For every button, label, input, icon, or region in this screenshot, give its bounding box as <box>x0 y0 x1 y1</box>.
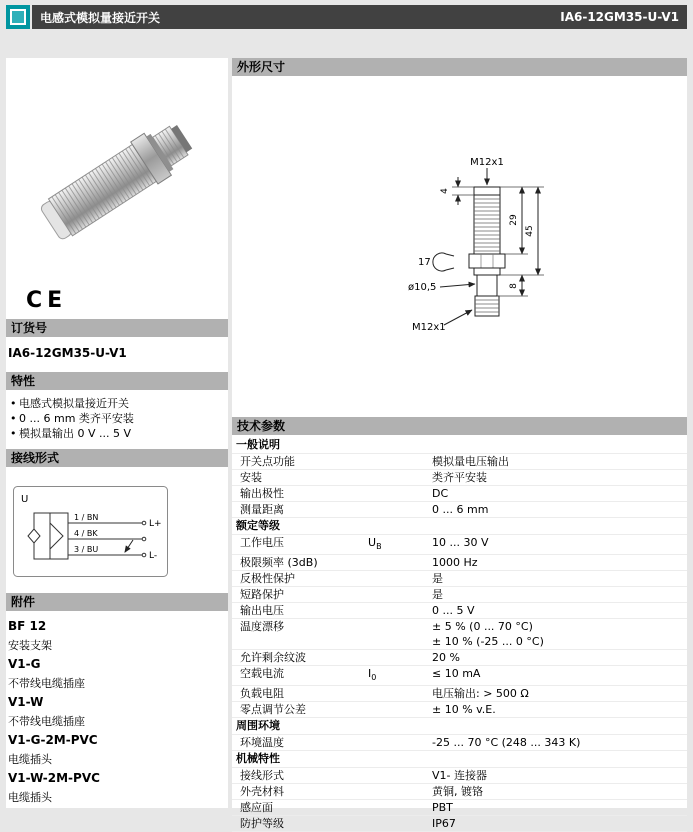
terminal-lplus-label: L+ <box>149 519 162 529</box>
tech-value <box>432 666 687 685</box>
tech-label: 输出极性 <box>240 487 284 500</box>
tech-label: 输出电压 <box>240 604 284 618</box>
tech-label: 防护等级 <box>240 817 284 831</box>
part-number: IA6-12GM35-U-V1 <box>560 10 679 24</box>
tech-value-line: 10 ... 30 V <box>432 536 489 549</box>
tech-row <box>232 486 687 502</box>
dim-4-label: 4 <box>440 188 450 194</box>
accessories-heading: 附件 <box>6 593 228 611</box>
tech-label: 温度漂移 <box>240 620 284 634</box>
accessory-desc: 不带线电缆插座 <box>8 715 85 728</box>
tech-symbol <box>368 603 432 618</box>
tech-label: 短路保护 <box>240 588 284 602</box>
brand-logo <box>6 5 30 29</box>
tech-row <box>232 571 687 587</box>
tech-label: 外壳材料 <box>240 785 284 799</box>
tech-value-line: -25 ... 70 °C (248 ... 343 K) <box>432 736 581 750</box>
tech-row <box>232 800 687 816</box>
tech-symbol <box>368 768 432 783</box>
supply-voltage-label: U <box>21 494 29 505</box>
tech-value <box>432 735 687 750</box>
tech-value-line: IP67 <box>432 817 456 831</box>
tech-value <box>432 619 687 649</box>
tech-value-line: ≤ 10 mA <box>432 667 481 681</box>
tech-table <box>232 435 687 832</box>
tech-symbol <box>368 502 432 517</box>
tech-label: 空载电流 <box>240 667 284 681</box>
tech-value <box>432 800 687 815</box>
tech-symbol <box>368 650 432 665</box>
tech-symbol <box>368 555 432 570</box>
tech-value <box>432 535 687 554</box>
page-title: 电感式模拟量接近开关 <box>40 10 161 25</box>
wire-pin-1-label: 1 / BN <box>74 513 99 522</box>
tech-section-title: 机械特性 <box>232 751 687 768</box>
feature-item: • 0 ... 6 mm 类齐平安装 <box>9 411 228 426</box>
tech-label: 感应面 <box>240 801 273 815</box>
brand-logo-mark <box>10 9 26 25</box>
tech-symbol <box>368 587 432 602</box>
dim-diameter-label: ø10,5 <box>408 282 437 293</box>
tech-label: 工作电压 <box>240 536 284 549</box>
tech-symbol <box>368 816 432 831</box>
tech-row <box>232 502 687 518</box>
tech-value <box>432 454 687 469</box>
tech-label: 允许剩余纹波 <box>240 651 306 665</box>
order-number-heading: 订货号 <box>6 319 228 337</box>
tech-section-title: 周围环境 <box>232 718 687 735</box>
tech-value-line: 黄铜, 镀铬 <box>432 785 483 799</box>
tech-section-title: 额定等级 <box>232 518 687 535</box>
terminal-lminus-label: L- <box>149 551 158 561</box>
accessories-list <box>8 617 228 807</box>
tech-value-line: 是 <box>432 588 443 602</box>
tech-value <box>432 686 687 701</box>
tech-label: 测量距离 <box>240 503 284 516</box>
tech-row <box>232 702 687 718</box>
tech-label: 安装 <box>240 471 262 484</box>
tech-row <box>232 470 687 486</box>
accessory-name: V1-G <box>8 657 41 671</box>
product-photo-area <box>6 58 228 319</box>
tech-symbol <box>368 486 432 501</box>
feature-item: • 模拟量输出 0 V ... 5 V <box>9 426 228 441</box>
tech-value <box>432 768 687 783</box>
tech-row <box>232 454 687 470</box>
dimension-drawing-area <box>232 76 687 417</box>
dim-29-label: 29 <box>509 214 519 226</box>
tech-value <box>432 470 687 485</box>
accessory-desc: 电缆插头 <box>8 753 52 766</box>
tech-symbol <box>368 735 432 750</box>
tech-symbol <box>368 454 432 469</box>
order-number-value: IA6-12GM35-U-V1 <box>8 346 127 360</box>
tech-value <box>432 571 687 586</box>
dimension-drawing <box>382 154 612 394</box>
tech-label: 开关点功能 <box>240 455 295 468</box>
tech-symbol <box>368 571 432 586</box>
tech-value-line: 电压输出: > 500 Ω <box>432 687 529 701</box>
tech-symbol <box>368 702 432 717</box>
tech-value-line: 类齐平安装 <box>432 471 487 484</box>
left-column <box>6 58 228 808</box>
tech-value-line: 0 ... 5 V <box>432 604 475 618</box>
dim-8-label: 8 <box>509 283 519 289</box>
tech-symbol <box>368 619 432 649</box>
features-list <box>9 396 228 441</box>
tech-value-line: ± 10 % (-25 ... 0 °C) <box>432 635 544 649</box>
features-heading: 特性 <box>6 372 228 390</box>
tech-value-line: 1000 Hz <box>432 556 478 570</box>
tech-value <box>432 587 687 602</box>
tech-value <box>432 502 687 517</box>
tech-symbol <box>368 784 432 799</box>
dim-wrench-17-label: 17 <box>418 257 431 268</box>
dim-thread-bottom-label: M12x1 <box>412 322 446 333</box>
accessory-desc: 不带线电缆插座 <box>8 677 85 690</box>
wire-pin-4-label: 4 / BK <box>74 529 98 538</box>
tech-value-line: 是 <box>432 572 443 586</box>
tech-row <box>232 619 687 650</box>
dimensions-heading: 外形尺寸 <box>232 58 687 76</box>
tech-row <box>232 587 687 603</box>
right-column <box>232 58 687 831</box>
title-bar <box>32 5 687 29</box>
tech-row <box>232 686 687 702</box>
tech-value-line: 20 % <box>432 651 460 665</box>
connection-heading: 接线形式 <box>6 449 228 467</box>
tech-row <box>232 735 687 751</box>
tech-value <box>432 784 687 799</box>
wire-pin-3-label: 3 / BU <box>74 545 99 554</box>
tech-row <box>232 603 687 619</box>
tech-symbol <box>368 686 432 701</box>
tech-value-line: PBT <box>432 801 453 815</box>
tech-row <box>232 650 687 666</box>
feature-item: • 电感式模拟量接近开关 <box>9 396 228 411</box>
tech-row <box>232 535 687 555</box>
accessory-desc: 安装支架 <box>8 639 52 652</box>
tech-row <box>232 816 687 832</box>
tech-value-line: DC <box>432 487 449 500</box>
tech-symbol: $I_0$ <box>368 667 377 683</box>
tech-section-title: 一般说明 <box>232 437 687 454</box>
wiring-diagram <box>12 481 176 579</box>
tech-value <box>432 650 687 665</box>
accessory-name: BF 12 <box>8 619 47 633</box>
tech-heading: 技术参数 <box>232 417 687 435</box>
accessory-name: V1-W-2M-PVC <box>8 771 100 785</box>
tech-value <box>432 555 687 570</box>
tech-value-line: 模拟量电压输出 <box>432 455 509 468</box>
tech-symbol <box>368 800 432 815</box>
tech-label: 接线形式 <box>240 769 284 783</box>
tech-row <box>232 784 687 800</box>
tech-value <box>432 816 687 831</box>
tech-label: 反极性保护 <box>240 572 295 586</box>
tech-label: 极限频率 (3dB) <box>240 556 318 570</box>
tech-value-line: ± 5 % (0 ... 70 °C) <box>432 620 533 634</box>
tech-value-line: V1- 连接器 <box>432 769 487 783</box>
product-photo <box>12 60 218 310</box>
tech-value <box>432 603 687 618</box>
tech-row <box>232 555 687 571</box>
accessory-desc: 电缆插头 <box>8 791 52 804</box>
ce-mark: CE <box>26 288 68 313</box>
accessory-name: V1-W <box>8 695 44 709</box>
tech-value <box>432 702 687 717</box>
tech-value <box>432 486 687 501</box>
tech-row <box>232 666 687 686</box>
header-bar <box>6 5 687 29</box>
tech-value-line: 0 ... 6 mm <box>432 503 489 516</box>
tech-label: 负载电阻 <box>240 687 284 701</box>
tech-value-line: ± 10 % v.E. <box>432 703 496 717</box>
dim-thread-top-label: M12x1 <box>470 157 504 168</box>
tech-label: 环境温度 <box>240 736 284 750</box>
tech-label: 零点调节公差 <box>240 703 306 717</box>
tech-symbol: $U_B$ <box>368 536 382 552</box>
tech-symbol <box>368 470 432 485</box>
tech-row <box>232 768 687 784</box>
accessory-name: V1-G-2M-PVC <box>8 733 98 747</box>
dim-45-label: 45 <box>525 225 535 237</box>
